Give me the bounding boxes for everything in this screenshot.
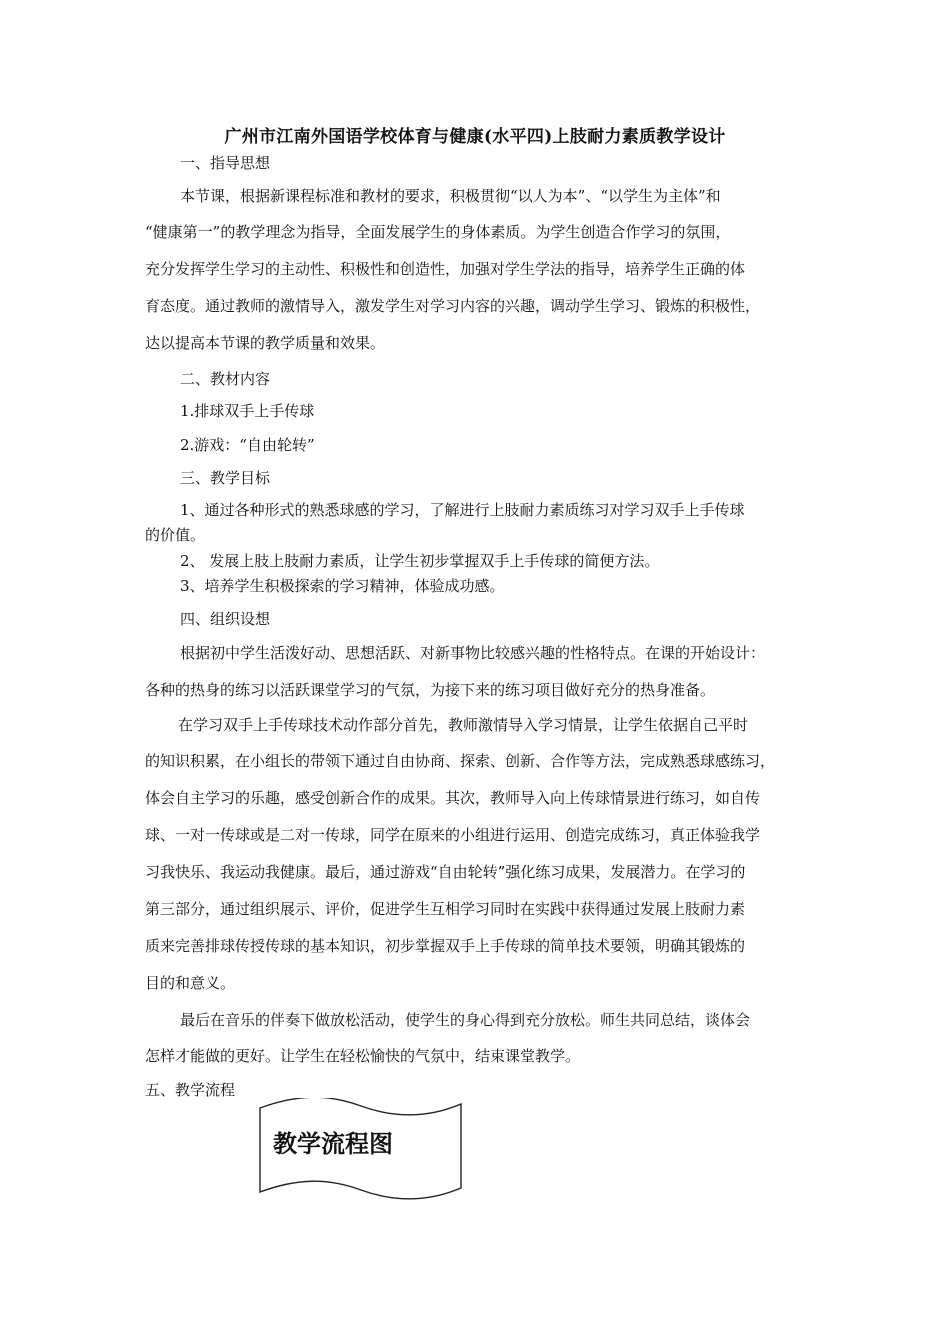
paragraph-line: “健康第一”的教学理念为指导，全面发展学生的身体素质。为学生创造合作学习的氛围， <box>145 223 731 241</box>
document-title: 广州市江南外国语学校体育与健康(水平四)上肢耐力素质教学设计 <box>224 127 726 147</box>
objective-line: 2、 发展上肢上肢耐力素质，让学生初步掌握双手上手传球的简便方法。 <box>180 552 660 570</box>
section-heading-flow: 五、教学流程 <box>145 1081 236 1099</box>
section-heading-guiding-ideology: 一、指导思想 <box>180 154 271 172</box>
objective-line: 的价值。 <box>145 526 206 544</box>
flowchart-label: 教学流程图 <box>273 1130 393 1158</box>
list-item: 1.排球双手上手传球 <box>180 402 315 420</box>
paragraph-line: 体会自主学习的乐趣，感受创新合作的成果。其次，教师导入向上传球情景进行练习，如自传 <box>145 789 761 807</box>
paragraph-line: 充分发挥学生学习的主动性、积极性和创造性，加强对学生学法的指导，培养学生正确的体 <box>145 260 746 278</box>
paragraph-line: 育态度。通过教师的激情导入，激发学生对学习内容的兴趣，调动学生学习、锻炼的积极性， <box>145 297 761 315</box>
paragraph-line: 第三部分，通过组织展示、评价，促进学生互相学习同时在实践中获得通过发展上肢耐力素 <box>145 900 746 918</box>
paragraph-line: 在学习双手上手传球技术动作部分首先，教师激情导入学习情景，让学生依据自己平时 <box>178 716 749 734</box>
paragraph-line: 怎样才能做的更好。让学生在轻松愉快的气氛中，结束课堂教学。 <box>145 1047 581 1065</box>
paragraph-line: 球、一对一传球或是二对一传球，同学在原来的小组进行运用、创造完成练习，真正体验我学 <box>145 826 761 844</box>
paragraph-line: 质来完善排球传授传球的基本知识，初步掌握双手上手传球的简单技术要领，明确其锻炼的 <box>145 937 746 955</box>
paragraph-line: 最后在音乐的伴奏下做放松活动，使学生的身心得到充分放松。师生共同总结，谈体会 <box>180 1011 751 1029</box>
paragraph-line: 目的和意义。 <box>145 974 236 992</box>
section-heading-content: 二、教材内容 <box>180 370 271 388</box>
section-heading-organization: 四、组织设想 <box>180 610 271 628</box>
paragraph-line: 根据初中学生活泼好动、思想活跃、对新事物比较感兴趣的性格特点。在课的开始设计： <box>180 644 766 662</box>
list-item: 2.游戏：“自由轮转” <box>180 436 315 454</box>
objective-line: 1、通过各种形式的熟悉球感的学习，了解进行上肢耐力素质练习对学习双手上手传球 <box>180 501 745 519</box>
paragraph-line: 习我快乐、我运动我健康。最后，通过游戏“自由轮转”强化练习成果，发展潜力。在学习的 <box>145 863 746 881</box>
paragraph-line: 本节课，根据新课程标准和教材的要求，积极贯彻“以人为本”、“以学生为主体”和 <box>180 187 721 205</box>
paragraph-line: 的知识积累，在小组长的带领下通过自由协商、探索、创新、合作等方法，完成熟悉球感练习， <box>145 752 776 770</box>
objective-line: 3、培养学生积极探索的学习精神，体验成功感。 <box>180 577 505 595</box>
paragraph-line: 达以提高本节课的教学质量和效果。 <box>145 334 386 352</box>
paragraph-line: 各种的热身的练习以活跃课堂学习的气氛，为接下来的练习项目做好充分的热身准备。 <box>145 681 716 699</box>
section-heading-objectives: 三、教学目标 <box>180 469 271 487</box>
